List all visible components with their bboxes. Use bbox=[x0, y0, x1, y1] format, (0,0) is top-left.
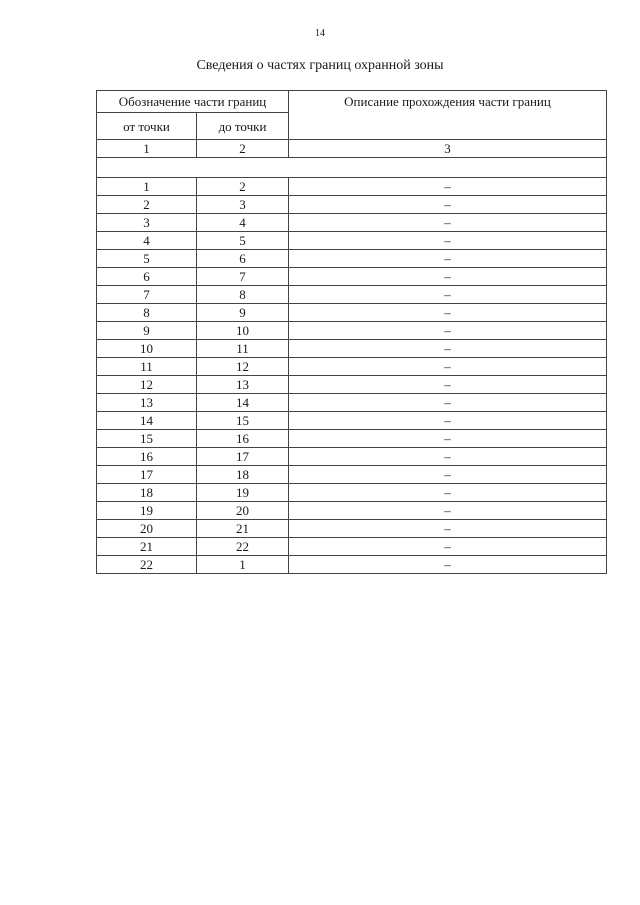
table-row bbox=[97, 376, 607, 394]
to-point-cell: 9 bbox=[197, 304, 289, 322]
from-point-cell: 12 bbox=[97, 376, 197, 394]
to-point-cell: 14 bbox=[197, 394, 289, 412]
header-boundary-description: Описание прохождения части границ bbox=[289, 91, 607, 140]
to-point-cell: 11 bbox=[197, 340, 289, 358]
from-point-cell: 11 bbox=[97, 358, 197, 376]
description-cell: – bbox=[289, 484, 607, 502]
to-point-cell: 4 bbox=[197, 214, 289, 232]
to-point-cell: 21 bbox=[197, 520, 289, 538]
to-point-cell: 13 bbox=[197, 376, 289, 394]
to-point-cell: 16 bbox=[197, 430, 289, 448]
table-row bbox=[97, 358, 607, 376]
table-row bbox=[97, 394, 607, 412]
from-point-cell: 6 bbox=[97, 268, 197, 286]
table-row bbox=[97, 466, 607, 484]
description-cell: – bbox=[289, 376, 607, 394]
table-row bbox=[97, 430, 607, 448]
to-point-cell: 2 bbox=[197, 178, 289, 196]
description-cell: – bbox=[289, 322, 607, 340]
from-point-cell: 3 bbox=[97, 214, 197, 232]
column-number-cell: 3 bbox=[289, 140, 607, 158]
to-point-cell: 20 bbox=[197, 502, 289, 520]
table-row bbox=[97, 250, 607, 268]
header-to-point: до точки bbox=[197, 113, 289, 140]
table-row bbox=[97, 340, 607, 358]
description-cell: – bbox=[289, 520, 607, 538]
from-point-cell: 13 bbox=[97, 394, 197, 412]
to-point-cell: 17 bbox=[197, 448, 289, 466]
to-point-cell: 19 bbox=[197, 484, 289, 502]
from-point-cell: 4 bbox=[97, 232, 197, 250]
description-cell: – bbox=[289, 250, 607, 268]
from-point-cell: 18 bbox=[97, 484, 197, 502]
from-point-cell: 5 bbox=[97, 250, 197, 268]
to-point-cell: 12 bbox=[197, 358, 289, 376]
to-point-cell: 3 bbox=[197, 196, 289, 214]
from-point-cell: 17 bbox=[97, 466, 197, 484]
from-point-cell: 22 bbox=[97, 556, 197, 574]
from-point-cell: 8 bbox=[97, 304, 197, 322]
from-point-cell: 20 bbox=[97, 520, 197, 538]
table-row bbox=[97, 286, 607, 304]
table-row bbox=[97, 556, 607, 574]
from-point-cell: 19 bbox=[97, 502, 197, 520]
from-point-cell: 21 bbox=[97, 538, 197, 556]
description-cell: – bbox=[289, 556, 607, 574]
column-number-cell: 1 bbox=[97, 140, 197, 158]
table-row bbox=[97, 502, 607, 520]
description-cell: – bbox=[289, 268, 607, 286]
from-point-cell: 15 bbox=[97, 430, 197, 448]
description-cell: – bbox=[289, 340, 607, 358]
from-point-cell: 10 bbox=[97, 340, 197, 358]
from-point-cell: 14 bbox=[97, 412, 197, 430]
table-row bbox=[97, 196, 607, 214]
table-row bbox=[97, 538, 607, 556]
table-row bbox=[97, 448, 607, 466]
table-row bbox=[97, 412, 607, 430]
table-header-row bbox=[97, 91, 607, 113]
table-row bbox=[97, 178, 607, 196]
to-point-cell: 1 bbox=[197, 556, 289, 574]
to-point-cell: 15 bbox=[197, 412, 289, 430]
table-row bbox=[97, 268, 607, 286]
to-point-cell: 7 bbox=[197, 268, 289, 286]
description-cell: – bbox=[289, 448, 607, 466]
description-cell: – bbox=[289, 178, 607, 196]
header-from-point: от точки bbox=[97, 113, 197, 140]
from-point-cell: 9 bbox=[97, 322, 197, 340]
from-point-cell: 16 bbox=[97, 448, 197, 466]
blank-section-row bbox=[97, 158, 607, 178]
from-point-cell: 7 bbox=[97, 286, 197, 304]
table-row bbox=[97, 484, 607, 502]
description-cell: – bbox=[289, 232, 607, 250]
table-row bbox=[97, 520, 607, 538]
description-cell: – bbox=[289, 502, 607, 520]
description-cell: – bbox=[289, 214, 607, 232]
from-point-cell: 1 bbox=[97, 178, 197, 196]
description-cell: – bbox=[289, 358, 607, 376]
description-cell: – bbox=[289, 394, 607, 412]
table-row bbox=[97, 232, 607, 250]
description-cell: – bbox=[289, 466, 607, 484]
to-point-cell: 5 bbox=[197, 232, 289, 250]
description-cell: – bbox=[289, 412, 607, 430]
header-boundary-designation: Обозначение части границ bbox=[97, 91, 289, 113]
description-cell: – bbox=[289, 304, 607, 322]
to-point-cell: 8 bbox=[197, 286, 289, 304]
description-cell: – bbox=[289, 430, 607, 448]
page-number: 14 bbox=[315, 28, 325, 39]
to-point-cell: 10 bbox=[197, 322, 289, 340]
table-row bbox=[97, 214, 607, 232]
to-point-cell: 18 bbox=[197, 466, 289, 484]
description-cell: – bbox=[289, 196, 607, 214]
blank-section-cell bbox=[97, 158, 607, 178]
description-cell: – bbox=[289, 538, 607, 556]
boundary-parts-table bbox=[96, 90, 607, 574]
to-point-cell: 22 bbox=[197, 538, 289, 556]
to-point-cell: 6 bbox=[197, 250, 289, 268]
table-row bbox=[97, 322, 607, 340]
from-point-cell: 2 bbox=[97, 196, 197, 214]
column-number-row bbox=[97, 140, 607, 158]
table-row bbox=[97, 304, 607, 322]
description-cell: – bbox=[289, 286, 607, 304]
column-number-cell: 2 bbox=[197, 140, 289, 158]
document-title: Сведения о частях границ охранной зоны bbox=[196, 58, 444, 73]
